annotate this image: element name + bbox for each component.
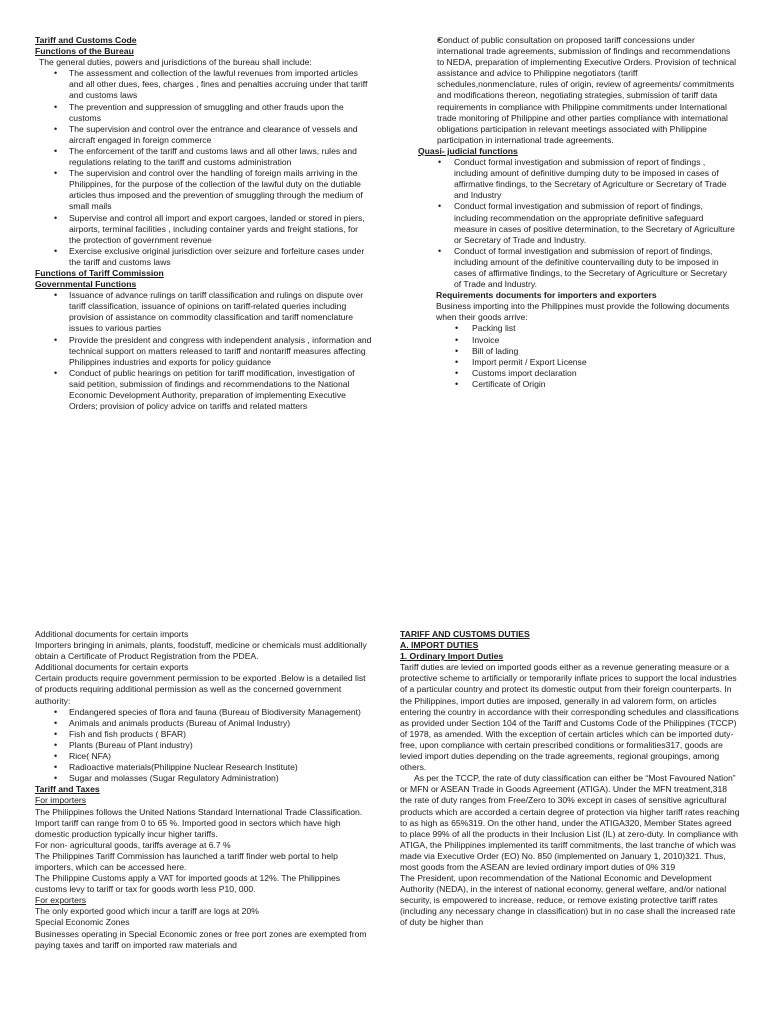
column-top-right xyxy=(418,35,736,390)
export-permission-list xyxy=(35,707,372,785)
column-bottom-right xyxy=(400,629,740,929)
importers-text: The Philippine Customs apply a VAT for imported goods at 12%. The Philippines customs levy to tariff or tax for goods worth less P10, 000. xyxy=(35,873,341,895)
list-item: • Bill of lading xyxy=(436,346,736,357)
commission-heading: Functions of Tariff Commission xyxy=(35,267,164,278)
exporters-heading: For exporters xyxy=(35,895,87,906)
bureau-functions-list xyxy=(35,68,372,268)
duties-paragraph: The President, upon recommendation of the National Economic and Development Authority (NEDA), in the interest of national economy, general welfare, and/or national security, is empowered to increase, reduce, or remove existing protective tariff rates (including any necessary change in classification) but in no case shall the increased rate of duty be higher than xyxy=(400,873,736,928)
list-item: • Invoice xyxy=(436,335,736,346)
list-item: • Endangered species of flora and fauna (Bureau of Biodiversity Management) xyxy=(35,707,372,718)
section-title: Tariff and Customs Code xyxy=(35,35,137,45)
list-item: • The enforcement of the tariff and customs laws and all other laws, rules and regulations relating to the tariff and customs administration xyxy=(35,146,372,168)
list-item: • Fish and fish products ( BFAR) xyxy=(35,729,372,740)
tariff-taxes-heading: Tariff and Taxes xyxy=(35,784,100,795)
exporters-text: Businesses operating in Special Economic zones or free port zones are exempted from paying taxes and tariff on imported raw materials and xyxy=(35,928,367,950)
list-item: • Conduct of formal investigation and submission of report of findings, including amount of the definitive countervailing duty to be imposed in cases of affirmative findings, to the Secretary of Agriculture or Secretary of Trade and Industry. xyxy=(418,246,736,290)
list-item: • Radioactive materials(Philippine Nuclear Research Institute) xyxy=(35,762,372,773)
list-item: • Conduct formal investigation and submission of report of findings, including recommendation on the appropriate definitive safeguard measure in cases of positive determination, to the Secretary of Agriculture or Secretary of Trade and Industry. xyxy=(418,201,736,245)
list-item: • Rice( NFA) xyxy=(35,751,372,762)
add-exports-text: Certain products require government permission to be exported .Below is a detailed list of products requiring additional permission as well as the concerned government authority: xyxy=(35,673,366,706)
list-item: • The prevention and suppression of smuggling and other frauds upon the customs xyxy=(35,102,372,124)
list-item: • Certificate of Origin xyxy=(436,379,736,390)
list-item: • Provide the president and congress with independent analysis , information and technical support on matters released to tariff and nontariff measures affecting Philippines industries and exports for policy guidance xyxy=(35,335,372,368)
list-item: • Customs import declaration xyxy=(436,368,736,379)
governmental-functions-list xyxy=(35,290,372,412)
list-item: • Conduct of public consultation on proposed tariff concessions under international trade agreements, submission of findings and recommendations to NEDA, preparation of implementing Executive Orders. Provision of technical assistance and advice to Philippine negotiators (tariff schedules,nonmenclature, rules of origin, review of agreements/ commitments and modifications thereon, negotiating strategies, submission of tariff data requirements in compliance with Philippine commitments under International trade monitoring of Philippine and other parties compliance with international obligations participation in relevant meetings associated with Philippine participation in international trade agreements. xyxy=(418,35,736,146)
importers-text: For non- agricultural goods, tariffs average at 6.7 % xyxy=(35,839,231,850)
quasi-judicial-heading: Quasi- judicial functions xyxy=(418,145,518,156)
list-item: • Plants (Bureau of Plant industry) xyxy=(35,740,372,751)
requirements-list xyxy=(418,323,736,390)
exporters-text: Special Economic Zones xyxy=(35,917,130,928)
list-item: • Issuance of advance rulings on tariff classification and rulings on dispute over tariff classification, issuance of opinions on tariff-related queries including provision of assistance on commodity classification and tariff nomenclature issues to various parties xyxy=(35,290,372,334)
add-imports-text: Importers bringing in animals, plants, foodstuff, medicine or chemicals must additionally obtain a Certificate of Product Registration from the PDEA. xyxy=(35,640,367,662)
add-exports-heading: Additional documents for certain exports xyxy=(35,662,189,673)
list-item: • Import permit / Export License xyxy=(436,357,736,368)
duties-paragraph: As per the TCCP, the rate of duty classification can either be “Most Favoured Nation” or MFN or ASEAN Trade in Goods Agreement (ATIGA). Under the MFN treatment,318 the rate of duty ranges from Free/Zero to 30% except in cases of sensitive agricultural products which are accorded a certain degree of protection via higher tariff rates reaching to as high as 65%319. On the other hand, under the ATIGA320, Member States agreed to place 99% of all the products in their Inclusion List (IL) at zero-duty. In compliance with ATIGA, the Philippines implemented its tariff commitments, the last tranche of which was made via Executive Order (EO) No. 850 (implemented on January 1, 2010)321. Thus, most goods from the ASEAN are levied ordinary import duties of 0% 319 xyxy=(400,773,740,872)
column-top-left xyxy=(35,35,372,412)
list-item: • Conduct formal investigation and submission of report of findings , including amount of definitive dumping duty to be imposed in cases of affirmative findings, to the Secretary of Agriculture or Secretary of Trade and Industry xyxy=(418,157,736,201)
list-item: • The supervision and control over the handling of foreign mails arriving in the Philippines, for the purpose of the collection of the lawful duty on the dutiable articles thus imposed and the prevention of smuggling through the medium of small mails xyxy=(35,168,372,212)
duties-paragraph: Tariff duties are levied on imported goods either as a revenue generating measure or a protective scheme to artificially or temporarily inflate prices to support the local industries of a particular country and protect its domestic output from their foreign counterparts. In the Philippines, import duties are imposed, generally in ad valorem form, on articles entering the country in accordance with their corresponding schedules and classifications as provided under Section 104 of the Tariff and Customs Code of the Philippines (TCCP) of 1978, as amended. With the exception of certain articles which can be imported duty-free, upon compliance with certain prescribed conditions or formalities317, goods are levied import duties depending on the trade agreements, regional groupings, among others. xyxy=(400,662,739,773)
list-item: • Animals and animals products (Bureau of Animal Industry) xyxy=(35,718,372,729)
list-item: • The supervision and control over the entrance and clearance of vessels and aircraft engaged in foreign commerce xyxy=(35,124,372,146)
exporters-text: The only exported good which incur a tariff are logs at 20% xyxy=(35,906,259,917)
column-bottom-left xyxy=(35,629,372,951)
consultation-list xyxy=(418,35,736,146)
list-item: • Supervise and control all import and export cargoes, landed or stored in piers, airports, terminal facilities , including container yards and freight stations, for the protection of government revenue xyxy=(35,213,372,246)
duties-title: TARIFF AND CUSTOMS DUTIES xyxy=(400,629,530,639)
importers-heading: For importers xyxy=(35,795,87,806)
ordinary-duties-heading: 1. Ordinary Import Duties xyxy=(400,651,504,662)
quasi-judicial-list xyxy=(418,157,736,290)
requirements-intro: Business importing into the Philippines must provide the following documents when their goods arrive: xyxy=(436,301,730,323)
list-item: • Sugar and molasses (Sugar Regulatory Administration) xyxy=(35,773,372,784)
governmental-heading: Governmental Functions xyxy=(35,279,137,290)
importers-text: The Philippines follows the United Nations Standard International Trade Classification. Import tariff can range from 0 to 65 %. Imported good in sectors which have high domestic production typically incur higher tariffs. xyxy=(35,806,363,839)
list-item: • The assessment and collection of the lawful revenues from imported articles and all other dues, fees, charges , fines and penalties accruing under that tariff and customs laws xyxy=(35,68,372,101)
list-item: • Packing list xyxy=(436,323,736,334)
list-item: • Conduct of public hearings on petition for tariff modification, investigation of said petition, submission of findings and recommendations to the National Economic Development Authority, preparation of implementing Executive Orders; provision of policy advice on tariffs and related matters xyxy=(35,368,372,412)
import-duties-heading: A. IMPORT DUTIES xyxy=(400,640,479,651)
requirements-heading: Requirements documents for importers and exporters xyxy=(436,290,657,301)
bureau-heading: Functions of the Bureau xyxy=(35,46,134,57)
add-imports-heading: Additional documents for certain imports xyxy=(35,629,189,639)
importers-text: The Philippines Tariff Commission has launched a tariff finder web portal to help importers, which can be accessed here. xyxy=(35,850,338,872)
bureau-intro: The general duties, powers and jurisdictions of the bureau shall include: xyxy=(39,57,312,68)
list-item: • Exercise exclusive original jurisdiction over seizure and forfeiture cases under the tariff and customs laws xyxy=(35,246,372,268)
